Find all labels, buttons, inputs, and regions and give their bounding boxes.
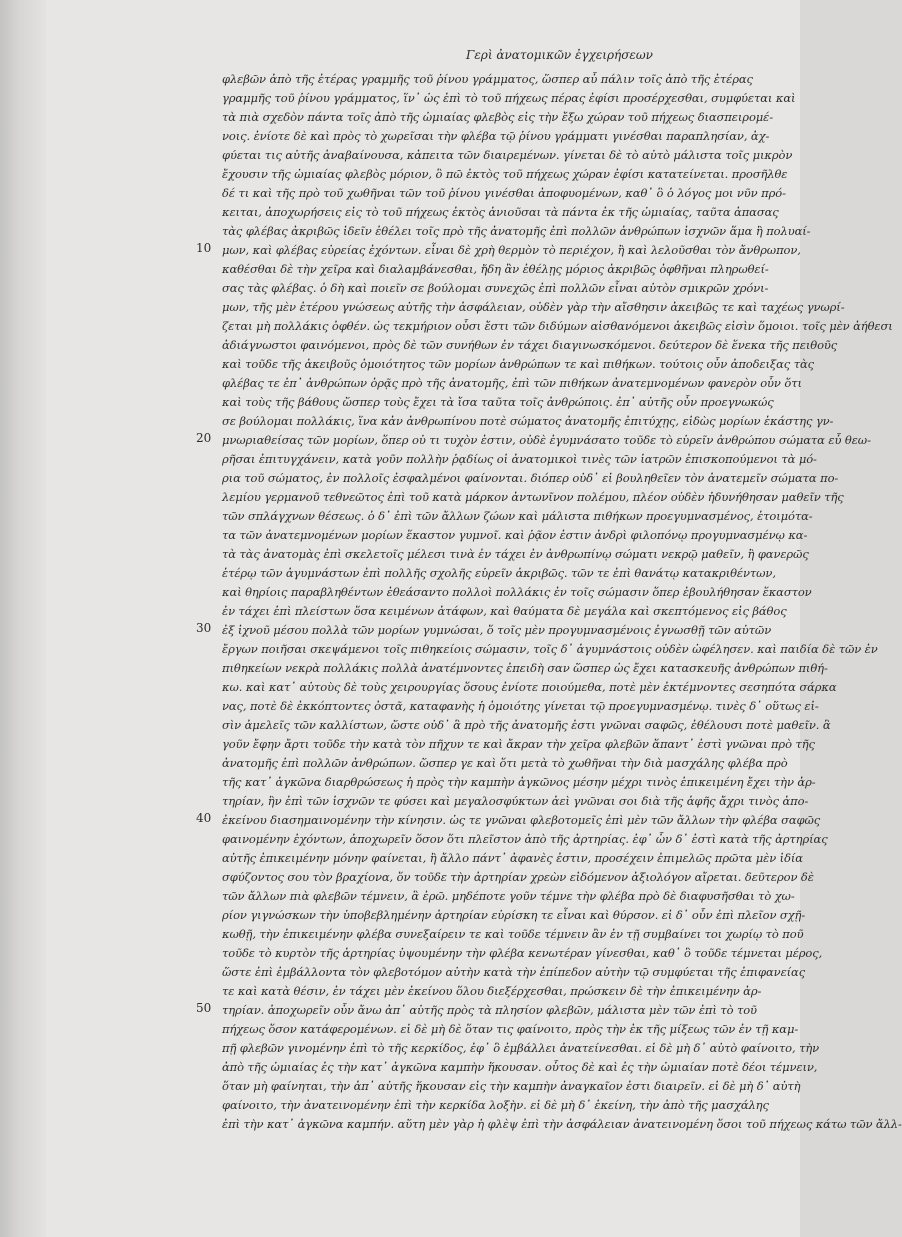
- text-line: [222, 963, 806, 982]
- text-line: [196, 241, 801, 260]
- text-line: [196, 621, 772, 640]
- text-line: [222, 507, 813, 526]
- line-number: 40: [196, 811, 212, 825]
- text-line: [222, 1077, 801, 1096]
- text-line: [222, 678, 837, 697]
- line-text: κωθῇ, τὴν ἐπικειμένην φλέβα συνεξαίρειν τε καὶ τοῦδε τέμνειν ἂν ἐν τῇ συμβαίνει τοι χωρίῳ τὸ ποῦ: [222, 927, 804, 941]
- line-text: κειται, ἀποχωρήσεις εἰς τὸ τοῦ πήχεως ἐκτὸς ἀνιοῦσαι τὰ πάντα ἐκ τῆς ὠμιαίας, ταῦτα ἀπασας: [222, 205, 779, 219]
- book-spine-shadow: [0, 0, 46, 1237]
- text-line: [222, 450, 817, 469]
- text-line: [222, 887, 795, 906]
- line-text: σὶν ἀμελεῖς τῶν καλλίστων, ὥστε οὐδ᾽ ἃ πρὸ τῆς ἀνατομῆς ἐστι γνῶναι σαφῶς, ἐθέλουσι ποτὲ μαθεῖν. ἃ: [222, 718, 831, 732]
- text-line: [222, 355, 814, 374]
- line-text: ρια τοῦ σώματος, ἐν πολλοῖς ἐσφαλμένοι φαίνονται. διόπερ οὐδ᾽ εἰ βουληθεῖεν τὸν ἀνατεμεῖν σώματα πο-: [222, 471, 839, 485]
- line-text: μων, καὶ φλέβας εὐρείας ἐχόντων. εἶναι δὲ χρὴ θερμὸν τὸ περιέχον, ἢ καὶ λελοῦσθαι τὸν ἄνθρωπον,: [222, 243, 801, 257]
- line-text: λεμίου γερμανοῦ τεθνεῶτος ἐπὶ τοῦ κατὰ μάρκον ἀντωνῖνον πολέμου, πλέον οὐδὲν ἠδυνήθησαν μαθεῖν τῆς: [222, 490, 844, 504]
- text-line: [222, 583, 812, 602]
- line-number: 30: [196, 621, 212, 635]
- line-text: σφύζοντος σου τὸν βραχίονα, ὅν τοῦδε τὴν ἀρτηρίαν χρεὼν εἰδόμενον ἀξιολόγον αἴρεται. δεῦτερον δὲ: [222, 870, 814, 884]
- line-text: μων, τῆς μὲν ἑτέρου γνώσεως αὐτῆς τὴν ἀσφάλειαν, οὐδὲν γὰρ τὴν αἴσθησιν ἀκειβῶς τε καὶ ταχέως γνωρί-: [222, 300, 845, 314]
- text-line: [222, 925, 804, 944]
- line-text: ζεται μὴ πολλάκις ὀφθέν. ὡς τεκμήριον οὖσι ἔστι τῶν διδύμων αἰσθανόμενοι ἀκειβῶς εἰσὶν ὅμοιοι. τοῖς μὲν ἀήθεσι: [222, 319, 893, 333]
- line-text: ρίον γιγνώσκων τὴν ὑποβεβλημένην ἀρτηρίαν εὑρίσκη τε εἶναι καὶ θύρσον. εἰ δ᾽ οὖν ἐπὶ πλεῖον σχῇ-: [222, 908, 806, 922]
- line-text: ἐν τάχει ἐπὶ πλείστων ὅσα κειμένων ἀτάφων, καὶ θαύματα δὲ μεγάλα καὶ σκεπτόμενος εἰς βάθος: [222, 604, 787, 618]
- text-line: [222, 260, 770, 279]
- line-number: 20: [196, 431, 212, 445]
- text-line: [222, 849, 803, 868]
- line-text: ὅταν μὴ φαίνηται, τὴν ἀπ᾽ αὐτῆς ἥκουσαν εἰς τὴν καμπὴν ἀναγκαῖον ἐστι διαιρεῖν. εἰ δὲ μὴ δ᾽ αὐτὴ: [222, 1079, 801, 1093]
- text-line: [222, 184, 786, 203]
- text-line: [222, 89, 796, 108]
- text-line: [222, 773, 816, 792]
- text-line: [222, 792, 809, 811]
- text-line: [222, 944, 823, 963]
- text-line: [222, 412, 834, 431]
- text-line: [222, 469, 839, 488]
- line-text: ὥστε ἐπὶ ἐμβάλλοντα τὸν φλεβοτόμον αὐτὴν κατὰ τὴν ἐπίπεδον αὐτὴν τῷ συμφύεται τῆς ἐπιφανείας: [222, 965, 806, 979]
- text-line: [222, 697, 819, 716]
- text-line: [222, 488, 844, 507]
- line-text: ἔχουσιν τῆς ὠμιαίας φλεβὸς μόριον, ὃ πῶ ἐκτὸς τοῦ πήχεως χώραν ἐφίσι κατατείνεται. προσῆλθε: [222, 167, 788, 181]
- text-line: [222, 127, 770, 146]
- line-text: γοῦν ἔφην ἄρτι τοῦδε τὴν κατὰ τὸν πῆχυν τε καὶ ἄκραν τὴν χεῖρα φλεβῶν ἅπαντ᾽ ἐστὶ γνῶναι πρὸ τῆς: [222, 737, 815, 751]
- text-line: [222, 754, 788, 773]
- text-line: [196, 811, 821, 830]
- text-line: [222, 1115, 902, 1134]
- line-text: τε καὶ κατὰ θέσιν, ἐν τάχει μὲν ἐκείνου ὅλου διεξέρχεσθαι, πρώσκειν δὲ τὴν ἐπικειμένην ἀρ-: [222, 984, 762, 998]
- line-text: κω. καὶ κατ᾽ αὐτοὺς δὲ τοὺς χειρουργίας ὅσους ἐνίοτε ποιούμεθα, ποτὲ μὲν ἐκτέμνοντες σεσηπότα σάρκα: [222, 680, 837, 694]
- line-text: τα τῶν ἀνατεμνομένων μορίων ἕκαστον γυμνοῖ. καὶ ῥᾷον ἐστιν ἀνδρὶ φιλοπόνῳ προγυμνασμένῳ κα-: [222, 528, 808, 542]
- line-text: μνωριαθείσας τῶν μορίων, ὅπερ οὐ τι τυχὸν ἐστιν, οὐδὲ ἐγυμνάσατο τοῦδε τὸ εὑρεῖν ἀνθρώπου σώματα εὖ θεω-: [222, 433, 871, 447]
- line-text: γραμμῆς τοῦ ῥίνου γράμματος, ἵν᾽ ὡς ἐπὶ τὸ τοῦ πήχεως πέρας ἐφίσι προσέρχεσθαι, συμφύεται καὶ: [222, 91, 796, 105]
- line-text: καὶ τοῦδε τῆς ἀκειβοῦς ὁμοιότητος τῶν μορίων ἀνθρώπων τε καὶ πιθήκων. τούτοις οὖν ἀποδειξας τὰς: [222, 357, 814, 371]
- text-line: [222, 982, 770, 1001]
- text-line: [196, 431, 871, 450]
- text-line: [222, 868, 814, 887]
- line-text: σας τὰς φλέβας. ὁ δὴ καὶ ποιεῖν σε βούλομαι συνεχῶς ἐπὶ πολλῶν εἶναι αὐτὸν σμικρῶν χρόνι-: [222, 281, 769, 295]
- main-text-block: [196, 70, 902, 1134]
- line-text: φλέβας τε ἐπ᾽ ἀνθρώπων ὁρᾷς πρὸ τῆς ἀνατομῆς, ἐπὶ τῶν πιθήκων ἀνατεμνομένων φανερὸν οὖν ὅτι: [222, 376, 802, 390]
- text-line: [222, 317, 893, 336]
- running-header: Γερὶ ἀνατομικῶν ἐγχειρήσεων: [466, 48, 653, 62]
- text-line: [222, 222, 811, 241]
- text-line: [222, 1020, 799, 1039]
- line-text: ἀνατομῆς ἐπὶ πολλῶν ἀνθρώπων. ὥσπερ γε καὶ ὅτι μετὰ τὸ χωθῆναι τὴν διὰ μασχάλης φλέβα πρὸ: [222, 756, 788, 770]
- line-text: φαινομένην ἐχόντων, ἀποχωρεῖν ὅσον ὅτι πλεῖστον ἀπὸ τῆς ἀρτηρίας. ἐφ᾽ ὧν δ᾽ ἐστὶ κατὰ τῆς ἀρτηρίας: [222, 832, 828, 846]
- text-line: [222, 298, 845, 317]
- text-line: [222, 545, 809, 564]
- text-line: [222, 526, 808, 545]
- line-text: τὰ πιὰ σχεδὸν πάντα τοῖς ἀπὸ τῆς ὠμιαίας φλεβὸς εἰς τὴν ἔξω χώραν τοῦ πήχεως διασπειρομέ-: [222, 110, 774, 124]
- text-line: [222, 1039, 820, 1058]
- line-text: ἐξ ἰχνοῦ μέσου πολλὰ τῶν μορίων γυμνώσαι, ὅ τοῖς μὲν προγυμνασμένοις ἐγνωσθῇ τῶν αὐτῶν: [222, 623, 772, 637]
- line-text: νας, ποτὲ δὲ ἐκκόπτοντες ὀστᾶ, καταφανὴς ἡ ὁμοιότης γίνεται τῷ προεγυμνασμένῳ. τινὲς δ᾽ οὕτως εἰ-: [222, 699, 819, 713]
- line-text: νοις. ἐνίοτε δὲ καὶ πρὸς τὸ χωρεῖσαι τὴν φλέβα τῷ ῥίνου γράμματι γινέσθαι παραπλησίαν, ἀχ-: [222, 129, 770, 143]
- text-line: [222, 735, 815, 754]
- line-text: ἑτέρῳ τῶν ἀγυμνάστων ἐπὶ πολλῆς σχολῆς εὑρεῖν ἀκριβῶς. τῶν τε ἐπὶ θανάτῳ κατακριθέντων,: [222, 566, 776, 580]
- line-text: ἔργων ποιῆσαι σκεψάμενοι τοῖς πιθηκείοις σώμασιν, τοῖς δ᾽ ἀγυμνάστοις οὐδὲν ὠφέλησεν. καὶ παιδία δὲ τῶν ἐν: [222, 642, 878, 656]
- line-text: τοῦδε τὸ κυρτὸν τῆς ἀρτηρίας ὑψουμένην τὴν φλέβα κενωτέραν γίνεσθαι, καθ᾽ ὃ τοῦδε τέμνεται μέρος,: [222, 946, 823, 960]
- text-line: [222, 640, 878, 659]
- text-line: [222, 146, 793, 165]
- line-text: ἐπὶ τὴν κατ᾽ ἀγκῶνα καμπήν. αὕτη μὲν γὰρ ἡ φλὲψ ἐπὶ τὴν ἀσφάλειαν ἀνατεινομένη ὅσοι τοῦ πήχεως κάτω τῶν ἄλλ-: [222, 1117, 902, 1131]
- text-line: [222, 830, 828, 849]
- line-text: τὰς φλέβας ἀκριβῶς ἰδεῖν ἐθέλει τοῖς πρὸ τῆς ἀνατομῆς ἐπὶ πολλῶν ἀνθρώπων ἰσχνῶν ἅμα ἢ πολυαί-: [222, 224, 811, 238]
- text-line: [222, 108, 774, 127]
- line-text: πῇ φλεβῶν γινομένην ἐπὶ τὸ τῆς κερκίδος, ἐφ᾽ ὃ ἐμβάλλει ἀνατείνεσθαι. εἰ δὲ μὴ δ᾽ αὐτὸ φαίνοιτο, τὴν: [222, 1041, 820, 1055]
- text-line: [222, 716, 831, 735]
- line-text: φύεται τις αὐτῆς ἀναβαίνουσα, κἀπειτα τῶν διαιρεμένων. γίνεται δὲ τὸ αὐτὸ μάλιστα τοῖς μικρὸν: [222, 148, 793, 162]
- line-text: φαίνοιτο, τὴν ἀνατεινομένην ἐπὶ τὴν κερκίδα λοξὴν. εἰ δὲ μὴ δ᾽ ἐκείνη, τὴν ἀπὸ τῆς μασχάλης: [222, 1098, 769, 1112]
- line-text: πήχεως ὅσον κατάφερομένων. εἰ δὲ μὴ δὲ ὅταν τις φαίνοιτο, πρὸς τὴν ἐκ τῆς μίξεως τῶν ἐν τῇ καμ-: [222, 1022, 799, 1036]
- line-text: τὰ τὰς ἀνατομὰς ἐπὶ σκελετοῖς μέλεσι τινὰ ἐν τάχει ἐν ἀνθρωπίνῳ σώματι νεκρῷ μαθεῖν, ἢ φανερῶς: [222, 547, 809, 561]
- line-text: ἀπὸ τῆς ὠμιαίας ἐς τὴν κατ᾽ ἀγκῶνα καμπὴν ἥκουσαν. οὗτος δὲ καὶ ἐς τὴν ὠμιαίαν ποτὲ δέοι τέμνειν,: [222, 1060, 818, 1074]
- text-line: [222, 203, 779, 222]
- text-line: [222, 393, 774, 412]
- line-text: φλεβῶν ἀπὸ τῆς ἐτέρας γραμμῆς τοῦ ῥίνου γράμματος, ὥσπερ αὖ πάλιν τοῖς ἀπὸ τῆς ἑτέρας: [222, 72, 753, 86]
- line-number: 10: [196, 241, 212, 255]
- text-line: [222, 165, 788, 184]
- text-line: [222, 602, 787, 621]
- text-line: [222, 374, 802, 393]
- line-text: τῶν ἄλλων πιὰ φλεβῶν τέμνειν, ἃ ἐρῶ. μηδέποτε γοῦν τέμνε τὴν φλέβα πρὸ δὲ διαφυσῆσθαι τὸ χω-: [222, 889, 795, 903]
- line-text: σε βούλομαι πολλάκις, ἵνα κἀν ἀνθρωπίνου ποτὲ σώματος ἀνατομῆς ἐπιτύχῃς, εἰδὼς μορίων ἑκάστης γν-: [222, 414, 834, 428]
- line-text: καὶ θηρίοις παραβληθέντων ἐθεάσαντο πολλοὶ πολλάκις ἐν τοῖς σώμασιν ὅπερ ἐβουλήθησαν ἕκαστον: [222, 585, 812, 599]
- line-text: τηρίαν, ἣν ἐπὶ τῶν ἰσχνῶν τε φύσει καὶ μεγαλοσφύκτων ἀεὶ γνῶναι σοι διὰ τῆς ἁφῆς ἄχρι τινὸς ἀπο-: [222, 794, 809, 808]
- text-line: [222, 279, 770, 298]
- line-text: τῶν σπλάγχνων θέσεως. ὁ δ᾽ ἐπὶ τῶν ἄλλων ζώων καὶ μάλιστα πιθήκων προεγυμνασμένος, ἑτοιμότα-: [222, 509, 813, 523]
- line-text: ἀδιάγνωστοι φαινόμενοι, πρὸς δὲ τῶν συνήθων ἐν τάχει διαγινωσκόμενοι. δεύτερον δὲ ἕνεκα τῆς πειθοῦς: [222, 338, 838, 352]
- line-text: πιθηκείων νεκρὰ πολλάκις πολλὰ ἀνατέμνοντες ἐπειδὴ σαν ὥσπερ ὡς ἔχει κατασκευῆς ἀνθρώπων πιθή-: [222, 661, 828, 675]
- line-number: 50: [196, 1001, 212, 1015]
- text-line: [222, 70, 770, 89]
- text-line: [222, 336, 838, 355]
- line-text: τῆς κατ᾽ ἀγκῶνα διαρθρώσεως ἡ πρὸς τὴν καμπὴν ἀγκῶνος μέσην μέχρι τινὸς ἐπικειμένη ἔχει τὴν ἀρ-: [222, 775, 816, 789]
- line-text: αὐτῆς ἐπικειμένην μόνην φαίνεται, ἢ ἄλλο πάντ᾽ ἀφανὲς ἐστιν, προσέχειν ἐπιμελῶς πρῶτα μὲν ἰδία: [222, 851, 803, 865]
- line-text: ρῆσαι ἐπιτυγχάνειν, κατὰ γοῦν πολλὴν ῥᾳδίως οἱ ἀνατομικοὶ τινὲς τῶν ἰατρῶν ἐπισκοπούμενοι τὰ μό-: [222, 452, 817, 466]
- text-line: [222, 659, 828, 678]
- text-line: [222, 1058, 818, 1077]
- line-text: τηρίαν. ἀποχωρεῖν οὖν ἄνω ἀπ᾽ αὐτῆς πρὸς τὰ πλησίον φλεβῶν, μάλιστα μὲν τῶν ἐπὶ τὸ τοῦ: [222, 1003, 757, 1017]
- text-line: [196, 1001, 770, 1020]
- line-text: ἐκείνου διασημαινομένην τὴν κίνησιν. ὡς τε γνῶναι φλεβοτομεῖς ἐπὶ μὲν τῶν ἄλλων τὴν φλέβα σαφῶς: [222, 813, 821, 827]
- text-line: [222, 564, 776, 583]
- line-text: καθέσθαι δὲ τὴν χεῖρα καὶ διαλαμβάνεσθαι, ἤδη ἂν ἐθέλῃς μόριος ἀκριβῶς ὀφθῆναι πληρωθεί-: [222, 262, 769, 276]
- line-text: καὶ τοὺς τῆς βάθους ὥσπερ τοὺς ἔχει τὰ ἴσα ταῦτα τοῖς ἀνθρώποις. ἐπ᾽ αὐτῆς οὖν προεγνωκώς: [222, 395, 774, 409]
- text-line: [222, 906, 806, 925]
- line-text: δέ τι καὶ τῆς πρὸ τοῦ χωθῆναι τῶν τοῦ ῥίνου γινέσθαι ἀποφυομένων, καθ᾽ ὃ ὁ λόγος μοι νῦν πρό-: [222, 186, 786, 200]
- text-line: [222, 1096, 770, 1115]
